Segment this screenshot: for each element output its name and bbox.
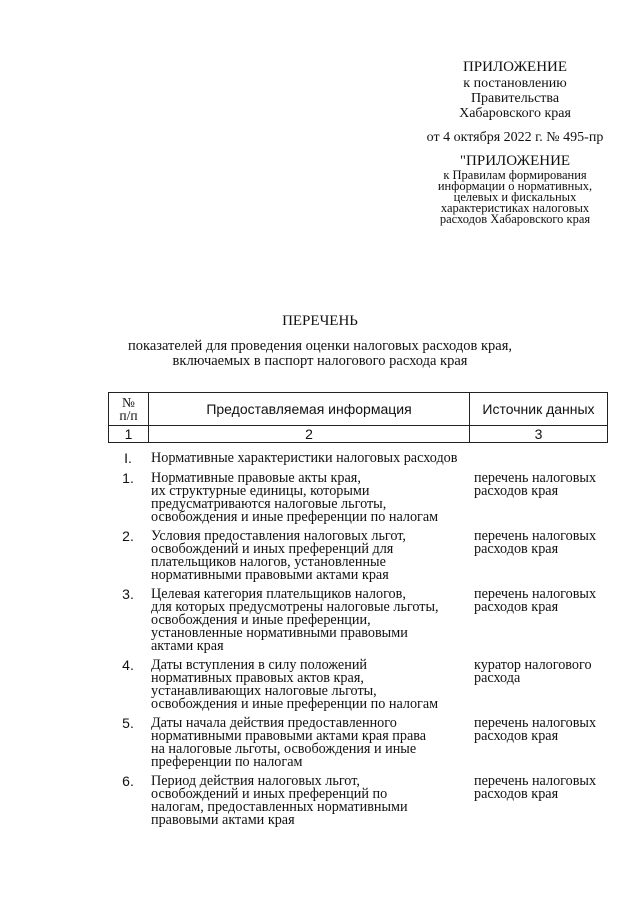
info-line: нормативными правовыми актами края права xyxy=(151,728,427,744)
indicators-table-header xyxy=(108,392,608,443)
row-info xyxy=(151,588,471,653)
info-line: на налоговые льготы, освобождения и иные xyxy=(151,741,417,757)
row-info xyxy=(151,717,471,769)
row-number: 1. xyxy=(122,470,134,486)
title-heading: ПЕРЕЧЕНЬ xyxy=(282,313,358,329)
header-source: Источник данных xyxy=(470,393,608,426)
info-line: Даты начала действия предоставленного xyxy=(151,715,397,731)
row-info xyxy=(151,530,471,582)
info-line: устанавливающих налоговые льготы, xyxy=(151,683,377,699)
row-source xyxy=(474,588,614,614)
row-info xyxy=(151,659,471,711)
info-line: предусматриваются налоговые льготы, xyxy=(151,496,387,512)
title-subtitle xyxy=(60,339,580,369)
info-line: налогам, предоставленных нормативными xyxy=(151,799,408,815)
source-line: расходов края xyxy=(474,786,559,802)
row-number: 2. xyxy=(122,528,134,544)
info-line: актами края xyxy=(151,638,224,654)
appendix-line: к постановлению xyxy=(463,76,567,91)
rules-appendix-line: расходов Хабаровского края xyxy=(439,212,591,226)
source-line: расхода xyxy=(474,670,521,686)
info-line: нормативными правовыми актами края xyxy=(151,567,389,583)
source-line: расходов края xyxy=(474,541,559,557)
source-line: куратор налогового xyxy=(474,657,592,673)
info-line: их структурные единицы, которыми xyxy=(151,483,370,499)
rules-appendix-line: информации о нормативных, xyxy=(437,179,593,193)
column-number: 3 xyxy=(470,426,608,443)
rules-appendix-block xyxy=(390,152,640,225)
source-line: расходов края xyxy=(474,599,559,615)
info-line: Целевая категория плательщиков налогов, xyxy=(151,586,406,602)
section-title: Нормативные характеристики налоговых расходов xyxy=(151,450,458,466)
appendix-line: Хабаровского края xyxy=(459,106,571,121)
rules-appendix-line: к Правилам формирования xyxy=(443,168,587,182)
row-number: 6. xyxy=(122,773,134,789)
row-number: 5. xyxy=(122,715,134,731)
row-info xyxy=(151,472,471,524)
row-info xyxy=(151,775,471,827)
info-line: для которых предусмотрены налоговые льготы, xyxy=(151,599,439,615)
info-line: нормативных правовых актов края, xyxy=(151,670,364,686)
source-line: перечень налоговых xyxy=(474,470,597,486)
source-line: перечень налоговых xyxy=(474,773,597,789)
row-number: 4. xyxy=(122,657,134,673)
source-line: расходов края xyxy=(474,483,559,499)
section-row xyxy=(108,452,608,466)
info-line: правовыми актами края xyxy=(151,812,295,828)
info-line: Даты вступления в силу положений xyxy=(151,657,367,673)
info-line: преференции по налогам xyxy=(151,754,303,770)
row-source xyxy=(474,775,614,801)
info-line: освобождения и иные преференции по налогам xyxy=(151,696,439,712)
row-source xyxy=(474,472,614,498)
row-source xyxy=(474,530,614,556)
info-line: Период действия налоговых льгот, xyxy=(151,773,360,789)
row-number: 3. xyxy=(122,586,134,602)
rules-appendix-line: характеристиках налоговых xyxy=(440,201,590,215)
source-line: перечень налоговых xyxy=(474,715,597,731)
title-line: показателей для проведения оценки налоговых расходов края, xyxy=(127,338,513,354)
info-line: освобождения и иные преференции по налогам xyxy=(151,509,439,525)
section-number: I. xyxy=(124,450,132,466)
info-line: освобождений и иных преференций по xyxy=(151,786,388,802)
appendix-heading: ПРИЛОЖЕНИЕ xyxy=(462,59,568,75)
header-info: Предоставляемая информация xyxy=(149,393,470,426)
appendix-line: Правительства xyxy=(470,91,560,106)
source-line: перечень налоговых xyxy=(474,528,597,544)
info-line: плательщиков налогов, установленные xyxy=(151,554,386,570)
document-title xyxy=(60,312,580,369)
info-line: освобождений и иных преференций для xyxy=(151,541,394,557)
rules-appendix-line: целевых и фискальных xyxy=(453,190,577,204)
info-line: Нормативные правовые акты края, xyxy=(151,470,361,486)
title-line: включаемых в паспорт налогового расхода края xyxy=(172,353,468,369)
appendix-block xyxy=(390,58,640,146)
row-source xyxy=(474,659,614,685)
info-line: установленные нормативными правовыми xyxy=(151,625,408,641)
info-line: освобождения и иные преференции, xyxy=(151,612,371,628)
source-line: перечень налоговых xyxy=(474,586,597,602)
row-source xyxy=(474,717,614,743)
header-number: № п/п xyxy=(109,393,149,426)
rules-appendix-heading: "ПРИЛОЖЕНИЕ xyxy=(459,153,571,169)
column-number: 1 xyxy=(109,426,149,443)
appendix-date: от 4 октября 2022 г. № 495-пр xyxy=(426,130,604,145)
source-line: расходов края xyxy=(474,728,559,744)
info-line: Условия предоставления налоговых льгот, xyxy=(151,528,406,544)
column-number: 2 xyxy=(149,426,470,443)
